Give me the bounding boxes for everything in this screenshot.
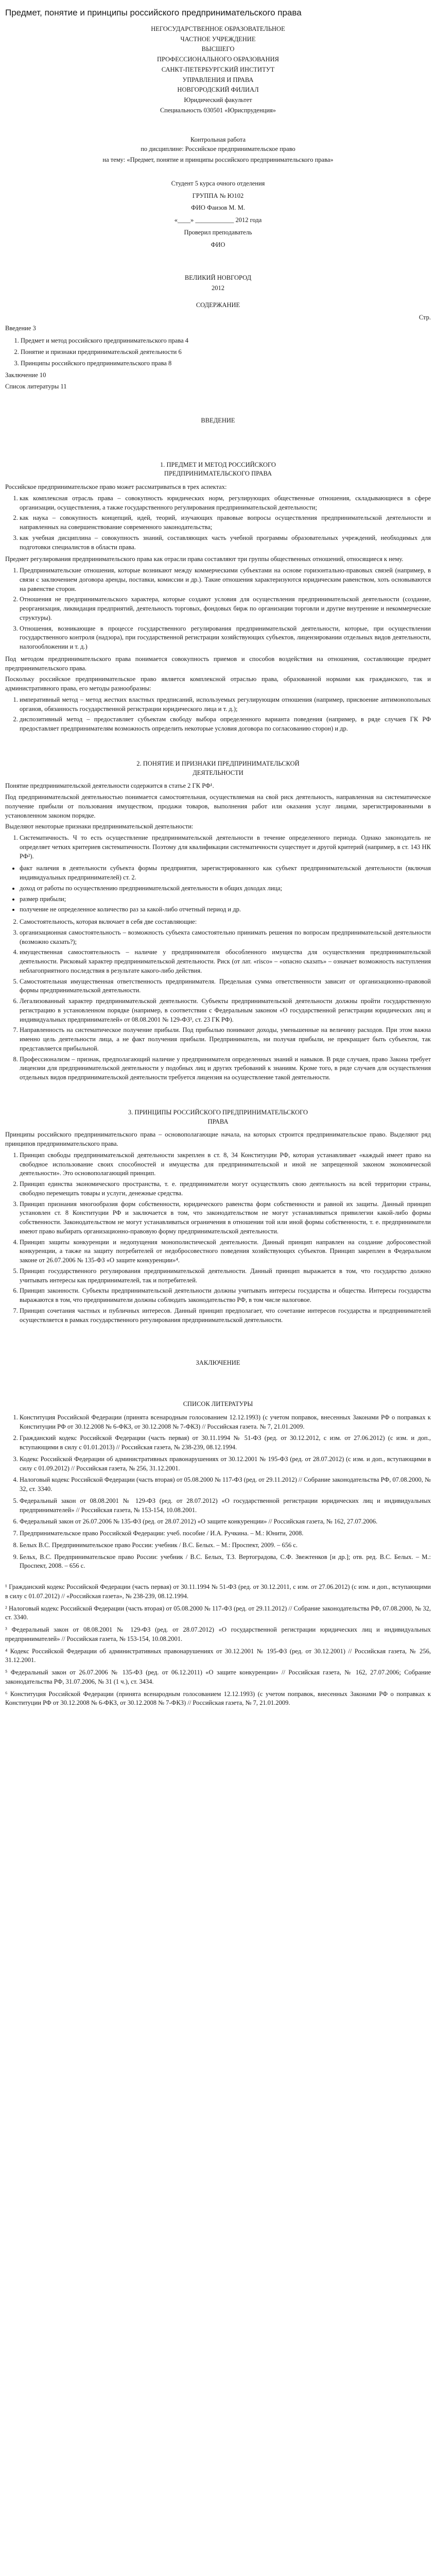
list-item: 2. как наука – совокупность концепций, идей, теорий, изучающих правовые вопросы осуществления предпринимательской деятельности и направленных на совершенствование современного законодательства; xyxy=(20,514,431,532)
section-3 xyxy=(5,1108,431,1325)
footnotes xyxy=(5,1583,431,1708)
conclusion-heading: ЗАКЛЮЧЕНИЕ xyxy=(196,1359,240,1367)
references-list xyxy=(5,1413,431,1571)
year-line: 2012 xyxy=(212,284,224,292)
org-line: ВЫСШЕГО xyxy=(201,45,235,53)
section-1-heading xyxy=(5,461,431,479)
footnote: ⁵ Федеральный закон от 26.07.2006 № 135-ФЗ (ред. от 06.12.2011) «О защите конкуренции» // Российская газета, № 162, 27.07.2006; Собрание законодательства РФ, 31.07.2006, № 31 (1 ч.), ст. 3434. xyxy=(5,1669,431,1685)
relations-list xyxy=(5,566,431,652)
toc-item: 2. Понятие и признаки предпринимательской деятельности 6 xyxy=(21,348,431,357)
org-line: НЕГОСУДАРСТВЕННОЕ ОБРАЗОВАТЕЛЬНОЕ xyxy=(151,25,285,32)
document-title: Предмет, понятие и принципы российского предпринимательского права xyxy=(5,8,302,18)
specialty-line: Специальность 030501 «Юриспруденция» xyxy=(160,106,276,114)
section-heading-line: ПРАВА xyxy=(207,1117,229,1125)
list-item: 5. Самостоятельная имущественная ответственность предпринимателя. Предельная сумма ответственности зависит от организационно-правовой формы предпринимательской деятельности. xyxy=(20,977,431,996)
reference-item: 6. Федеральный закон от 26.07.2006 № 135-ФЗ (ред. от 28.07.2012) «О защите конкуренции» // Российская газета, № 162, 27.07.2006. xyxy=(20,1517,431,1527)
principles-list xyxy=(5,1151,431,1325)
section-heading-line: ДЕЯТЕЛЬНОСТИ xyxy=(193,769,243,776)
org-line: САНКТ-ПЕТЕРБУРГСКИЙ ИНСТИТУТ xyxy=(161,65,275,73)
work-type: Контрольная работа xyxy=(190,135,246,143)
toc-item: 3. Принципы российского предпринимательского права 8 xyxy=(21,359,431,368)
footnote: ³ Федеральный закон от 08.08.2001 № 129-ФЗ (ред. от 28.07.2012) «О государственной регистрации юридических лиц и индивидуальных предпринимателей» // Российская газета, № 153-154, 10.08.2001. xyxy=(5,1626,431,1642)
group-line: ГРУППА № Ю102 xyxy=(192,192,244,199)
paragraph: Выделяют некоторые признаки предпринимательской деятельности: xyxy=(5,823,194,831)
list-item: 4. имущественная самостоятельность – наличие у предпринимателя обособленного имущества для осуществления предпринимательской деятельности. Рисковый характер предпринимательской деятельности. Риск (от лат. «risco» – «опасно сказать» – означает возможность наступления неблагоприятного последствия в результате какого-либо действия. xyxy=(20,948,431,975)
bullet-item: • получение не определенное количество раз за какой-либо отчетный период и др. xyxy=(20,905,431,914)
paragraph: Предмет регулирования предпринимательского права как отрасли права составляют три группы общественных отношений, относящиеся к нему. xyxy=(5,555,404,563)
student-fio: ФИО Фаизов М. М. xyxy=(191,204,245,212)
section-heading-line: 1. ПРЕДМЕТ И МЕТОД РОССИЙСКОГО xyxy=(160,461,276,468)
aspects-list xyxy=(5,494,431,552)
student-line: Студент 5 курса очного отделения xyxy=(171,179,265,187)
theme-line: на тему: «Предмет, понятие и принципы российского предпринимательского права» xyxy=(102,156,334,164)
list-item: 7. Направленность на систематическое получение прибыли. Под прибылью понимают доходы, уменьшенные на величину расходов. При этом важна именно цель деятельности лица, а не факт получения прибыли. Предприниматель, ни получая прибыли, не прекращает быть субъектом, так представляется прибыльной. xyxy=(20,1026,431,1053)
list-item: 6. Легализованный характер предпринимательской деятельности. Субъекты предпринимательской деятельности должны пройти государственную регистрацию в установленном порядке (например, в соответствии с Федеральным законом «О государственной регистрации юридических лиц и индивидуальных предпринимателей» от 08.08.2001 № 129-ФЗ³, ст. 23 ГК РФ). xyxy=(20,997,431,1024)
features-list-b xyxy=(5,918,431,1082)
list-item: 1. Систематичность. Ч то есть осуществление предпринимательской деятельности в течение определенного периода. Однако законодатель не определяет четких критериев систематичности. Поэтому для квалификации систематичности существует и другой критерий (например, в ст. 143 НК РФ²). xyxy=(20,834,431,861)
bullet-item: • факт наличия в деятельности субъекта формы предприятия, зарегистрированного как субъект предпринимательской деятельности (включая индивидуальных предпринимателей) ст. 2. xyxy=(20,864,431,883)
list-item: 6. Принцип законности. Субъекты предпринимательской деятельности должны учитывать интересы государства и общества. Интересы государства выражаются в том, что предприниматели должны соблюдать законодательство РФ, в том числе налоговое. xyxy=(20,1286,431,1305)
footnote: ⁴ Кодекс Российской Федерации об административных правонарушениях от 30.12.2001 № 195-ФЗ (ред. от 30.12.2001) // Российская газета, № 256, 31.12.2001. xyxy=(5,1647,431,1664)
toc-heading: СОДЕРЖАНИЕ xyxy=(196,301,240,309)
title-page xyxy=(5,24,431,294)
section-heading-line: 2. ПОНЯТИЕ И ПРИЗНАКИ ПРЕДПРИНИМАТЕЛЬСКОЙ xyxy=(136,759,300,767)
list-item: 2. Самостоятельность, которая включает в себя две составляющие: xyxy=(20,918,431,927)
paragraph: Понятие предпринимательской деятельности содержится в статье 2 ГК РФ¹. xyxy=(5,782,214,790)
section-heading-line: 3. ПРИНЦИПЫ РОССИЙСКОГО ПРЕДПРИНИМАТЕЛЬСКОГО xyxy=(128,1108,308,1116)
faculty-line: Юридический факультет xyxy=(184,96,252,104)
footnote: ¹ Гражданский кодекс Российской Федерации (часть первая) от 30.11.1994 № 51-ФЗ (ред. от 30.12.2011, с изм. от 27.06.2012) (с изм. и доп., вступающими в силу с 01.07.2012) // «Российская газета», № 238-239, 08.12.1994. xyxy=(5,1583,431,1600)
reference-item: 9. Бельх, В.С. Предпринимательское право России: учебник / В.С. Белых, Т.З. Вертоградова, С.Ф. Звежтенков [и др.]; отв. ред. В.С. Белых. – М.: Проспект, 2008. – 656 с. xyxy=(20,1553,431,1571)
list-item: 1. императивный метод – метод жестких властных предписаний, используемых регулирующим отношения (например, присвоение антимонопольных органов, обязанность государственной регистрации юридического лица и т. д.); xyxy=(20,696,431,714)
city-line: ВЕЛИКИЙ НОВГОРОД xyxy=(184,274,252,282)
footnote: ⁶ Конституция Российской Федерации (принята всенародным голосованием 12.12.1993) (с учетом поправок, внесенных Законами РФ о поправках к Конституции РФ от 30.12.2008 № 6-ФКЗ, от 30.12.2008 № 7-ФКЗ) // Российская газета, № 7, 21.01.2009. xyxy=(5,1690,431,1707)
list-item: 3. организационная самостоятельность – возможность субъекта самостоятельно принимать решения по вопросам предпринимательской деятельности (возможно сказать?); xyxy=(20,928,431,947)
date-line: «____» ____________ 2012 года xyxy=(174,216,262,224)
bullet-item: • размер прибыли; xyxy=(20,895,431,904)
toc-conclusion: Заключение 10 xyxy=(5,371,46,379)
reference-item: 5. Федеральный закон от 08.08.2001 № 129-ФЗ (ред. от 28.07.2012) «О государственной регистрации юридических лиц и индивидуальных предпринимателей» // Российская газета, № 153-154, 10.08.2001. xyxy=(20,1497,431,1515)
references-heading: СПИСОК ЛИТЕРАТУРЫ xyxy=(183,1400,253,1408)
toc-item: 1. Предмет и метод российского предпринимательского права 4 xyxy=(21,336,431,346)
criteria-bullets xyxy=(5,864,431,914)
references xyxy=(5,1400,431,1571)
list-item: 1. как комплексная отрасль права – совокупность юридических норм, регулирующих общественные отношения, складывающиеся в сфере организации, осуществления, а также государственного регулирования предпринимательской деятельности; xyxy=(20,494,431,513)
footnote: ² Налоговый кодекс Российской Федерации (часть вторая) от 05.08.2000 № 117-ФЗ (ред. от 29.11.2012) // Собрание законодательства РФ, 07.08.2000, № 32, ст. 3340. xyxy=(5,1604,431,1621)
list-item: 1. Предпринимательские отношения, которые возникают между коммерческими субъектами на основе горизонтально-правовых связей (например, в связи с заключением договора аренды, поставки, комиссии и др.). Такие отношения характеризуются юридическим равенством, хоть основываются на равенстве сторон. xyxy=(20,566,431,594)
methods-list xyxy=(5,696,431,734)
list-item: 3. Отношения, возникающие в процессе государственного регулирования предпринимательской деятельности, которые, при осуществлении государственного контроля (надзора), при государственной регистрации хозяйствующих субъектов, лицензировании отдельных видов деятельности, налогообложении и т. д.) xyxy=(20,624,431,652)
org-line: ПРОФЕССИОНАЛЬНОГО ОБРАЗОВАНИЯ xyxy=(157,56,279,63)
list-item: 7. Принцип сочетания частных и публичных интересов. Данный принцип предполагает, что сочетание интересов государства и предпринимателей осуществляется в рамках государственного регулирования предпринимательской деятельности. xyxy=(20,1307,431,1325)
reference-item: 4. Налоговый кодекс Российской Федерации (часть вторая) от 05.08.2000 № 117-ФЗ (ред. от 29.11.2012) // Собрание законодательства РФ, 07.08.2000, № 32, ст. 3340. xyxy=(20,1476,431,1494)
section-2-heading xyxy=(5,759,431,778)
section-2 xyxy=(5,759,431,1082)
list-item: 8. Профессионализм – признак, предполагающий наличие у предпринимателя определенных знаний и навыков. В ряде случаев, право Закона требует лицензии для предпринимательской деятельности у подобных лиц и других требований к знаниям. Кроме того, в ряде случаев для осуществления отдельных видов предпринимательской деятельности требуется лицензия на осуществление такой деятельности. xyxy=(20,1055,431,1082)
list-item: 3. Принцип признания многообразия форм собственности, юридического равенства форм собственности и равной их защиты. Данный принцип установлен ст. 8 Конституции РФ и заключается в том, что законодательством не могут устанавливаться привилегии какой-либо формы собственности. Законодательством не могут устанавливаться ограничения в отношении той или иной формы собственности, т. е. предприниматели имеют право выбирать организационно-правовую форму предпринимательской деятельности. xyxy=(20,1200,431,1236)
paragraph: Российское предпринимательское право может рассматриваться в трех аспектах: xyxy=(5,483,227,491)
toc-list xyxy=(5,336,431,368)
paragraph: Принципы российского предпринимательского права – основополагающие начала, на которых строится предпринимательское право. Выделяют ряд принципов предпринимательского права. xyxy=(5,1131,431,1148)
org-line: НОВГОРОДСКИЙ ФИЛИАЛ xyxy=(177,86,259,94)
org-line: ЧАСТНОЕ УЧРЕЖДЕНИЕ xyxy=(180,35,256,43)
reference-item: 8. Белых В.С. Предпринимательское право России: учебник / В.С. Белых. – М.: Проспект, 2009. – 656 с. xyxy=(20,1541,431,1550)
table-of-contents xyxy=(5,301,431,392)
section-heading-line: ПРЕДПРИНИМАТЕЛЬСКОГО ПРАВА xyxy=(164,470,272,478)
list-item: 4. Принцип защиты конкуренции и недопущения монополистической деятельности. Данный принцип направлен на создание добросовестной конкуренции, а также на защиту потребителей от недобросовестного поведения хозяйствующих субъектов. Принцип закреплен в Федеральном законе от 26.07.2006 № 135-ФЗ «О защите конкуренции»⁴. xyxy=(20,1238,431,1265)
intro-heading: ВВЕДЕНИЕ xyxy=(201,416,235,424)
paragraph: Под методом предпринимательского права понимается совокупность приемов и способов воздействия на отношения, составляющие предмет предпринимательского права. xyxy=(5,655,431,672)
section-1 xyxy=(5,461,431,734)
checked-by: Проверил преподаватель xyxy=(184,228,252,236)
reference-item: 3. Кодекс Российской Федерации об административных правонарушениях от 30.12.2001 № 195-ФЗ (ред. от 28.07.2012) (с изм. и доп., вступающими в силу с 01.09.2012) // Российская газета, № 256, 31.12.2001. xyxy=(20,1455,431,1473)
toc-refs: Список литературы 11 xyxy=(5,383,67,391)
reference-item: 7. Предпринимательское право Российской Федерации: учеб. пособие / И.А. Ручкина. – М.: Юнити, 2008. xyxy=(20,1529,431,1538)
list-item: 2. Принцип единства экономического пространства, т. е. предприниматели могут осуществлять свою деятельность на всей территории страны, свободно перемещать товары и услуги, денежные средства. xyxy=(20,1180,431,1198)
bullet-item: • доход от работы по осуществлению предпринимательской деятельности в общих доходах лица; xyxy=(20,884,431,893)
list-item: 3. как учебная дисциплина – совокупность знаний, составляющих часть учебной программы образовательных учреждений, необходимых для подготовки специалистов в области права. xyxy=(20,534,431,552)
paragraph: Поскольку российское предпринимательское право является комплексной отраслью права, образованной нормами как гражданского, так и административного права, его методы разнообразны: xyxy=(5,675,431,692)
teacher-fio: ФИО xyxy=(211,241,225,248)
list-item: 2. диспозитивный метод – предоставляет субъектам свободу выбора определенного варианта поведения (например, в ряде случаев ГК РФ предоставляет предпринимателям возможность определить некоторые условия договора по согласованию сторон) и др. xyxy=(20,715,431,734)
list-item: 5. Принцип государственного регулирования предпринимательской деятельности. Данный принцип выражается в том, что государство должно учитывать интересы как предпринимателей, так и потребителей. xyxy=(20,1267,431,1285)
org-line: УПРАВЛЕНИЯ И ПРАВА xyxy=(182,76,254,83)
toc-page-label: Стр. xyxy=(418,313,431,321)
list-item: 1. Принцип свободы предпринимательской деятельности закреплен в ст. 8, 34 Конституции РФ, которая устанавливает «каждый имеет право на свободное использование своих способностей и имущества для предпринимательской и иной не запрещенной законом экономической деятельности». Это основополагающий принцип. xyxy=(20,1151,431,1178)
list-item: 2. Отношения не предпринимательского характера, которые создают условия для осуществления предпринимательской деятельности (создание, реорганизация, ликвидация предприятий, деятельность торговых, фондовых бирж по организации торговли и другие внутренние и некоммерческие структуры). xyxy=(20,595,431,622)
paragraph: Под предпринимательской деятельностью понимается самостоятельная, осуществляемая на свой риск деятельность, направленная на систематическое получение прибыли от пользования имуществом, продажи товаров, выполнения работ или оказания услуг лицами, зарегистрированными в установленном законом порядке. xyxy=(5,793,431,819)
discipline-line: по дисциплине: Российское предпринимательское право xyxy=(141,145,295,153)
reference-item: 1. Конституция Российской Федерации (принята всенародным голосованием 12.12.1993) (с учетом поправок, внесенных Законами РФ о поправках к Конституции РФ от 30.12.2008 № 6-ФКЗ, от 30.12.2008 № 7-ФКЗ) // Российская газета. № 7, 21.01.2009. xyxy=(20,1413,431,1432)
toc-intro: Введение 3 xyxy=(5,325,36,332)
features-list-a xyxy=(5,834,431,861)
section-3-heading xyxy=(5,1108,431,1127)
reference-item: 2. Гражданский кодекс Российской Федерации (часть первая) от 30.11.1994 № 51-ФЗ (ред. от 30.12.2012, с изм. от 27.06.2012) (с изм. и доп., вступающими в силу с 01.01.2013) // Российская газета, № 238-239, 08.12.1994. xyxy=(20,1434,431,1452)
